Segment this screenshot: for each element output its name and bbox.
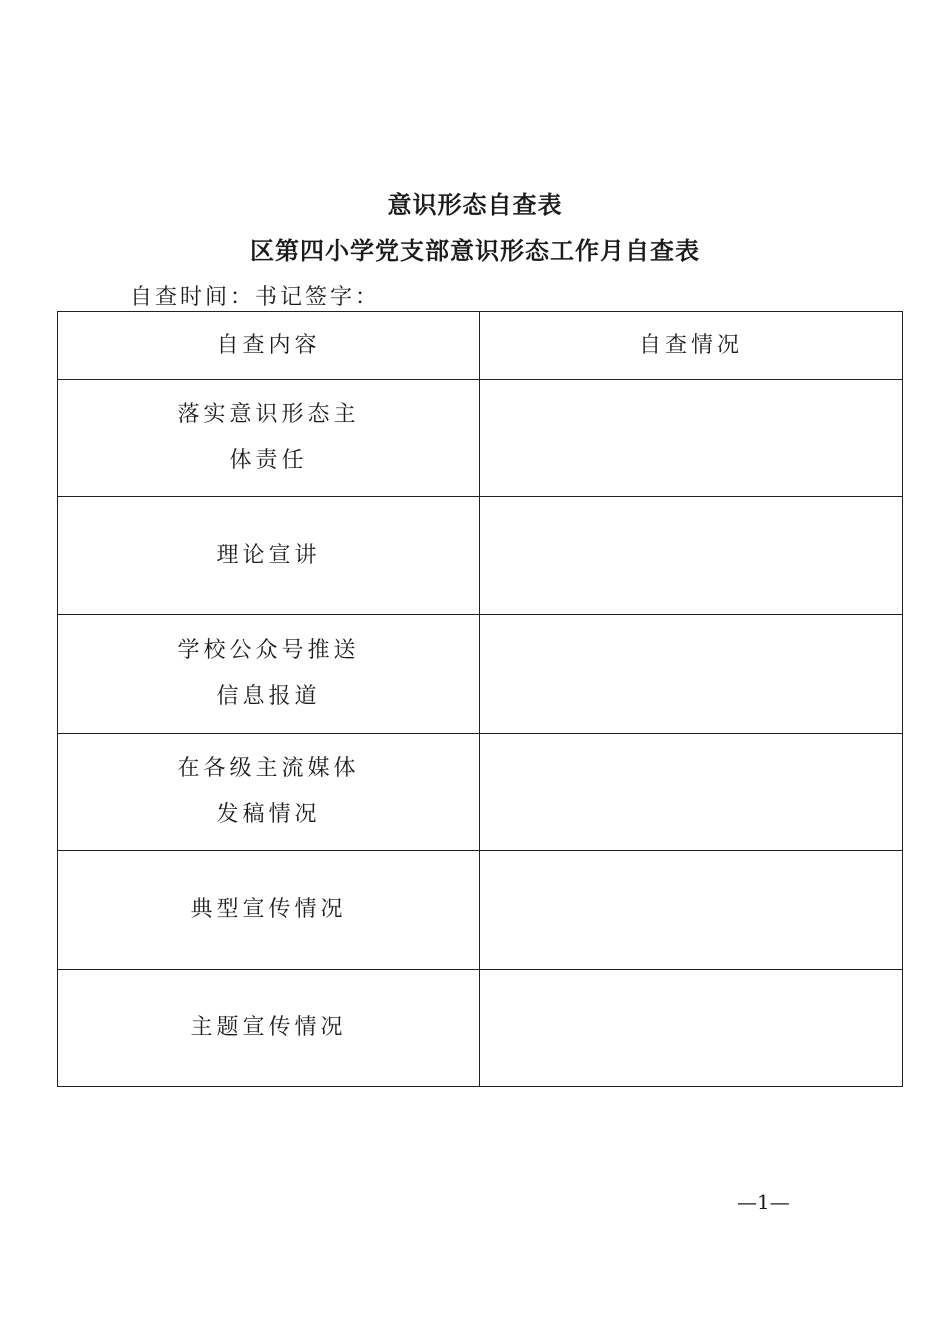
- check-status-cell[interactable]: [480, 380, 903, 497]
- table-row: [58, 380, 903, 497]
- check-status-cell[interactable]: [480, 615, 903, 734]
- table-row: [58, 851, 903, 970]
- table-header-row: [58, 312, 903, 380]
- table-row: [58, 970, 903, 1087]
- check-status-cell[interactable]: [480, 970, 903, 1087]
- document-title: 意识形态自查表: [387, 190, 563, 219]
- check-time-signature-line: 自查时间：书记签字：: [130, 285, 381, 310]
- header-check-content: 自查内容: [58, 312, 480, 380]
- check-item: 落实意识形态主 体责任: [58, 380, 480, 497]
- check-item: 学校公众号推送 信息报道: [58, 615, 480, 734]
- header-check-status: 自查情况: [480, 312, 903, 380]
- table-row: [58, 615, 903, 734]
- check-item: 主题宣传情况: [58, 970, 480, 1087]
- check-status-cell[interactable]: [480, 851, 903, 970]
- self-check-table: [57, 311, 903, 1087]
- table-row: [58, 497, 903, 615]
- page-number: —1—: [737, 1190, 790, 1214]
- check-status-cell[interactable]: [480, 497, 903, 615]
- check-item: 在各级主流媒体 发稿情况: [58, 734, 480, 851]
- check-item: 典型宣传情况: [58, 851, 480, 970]
- check-item: 理论宣讲: [58, 497, 480, 615]
- table-row: [58, 734, 903, 851]
- check-status-cell[interactable]: [480, 734, 903, 851]
- document-subtitle: 区第四小学党支部意识形态工作月自查表: [250, 236, 700, 265]
